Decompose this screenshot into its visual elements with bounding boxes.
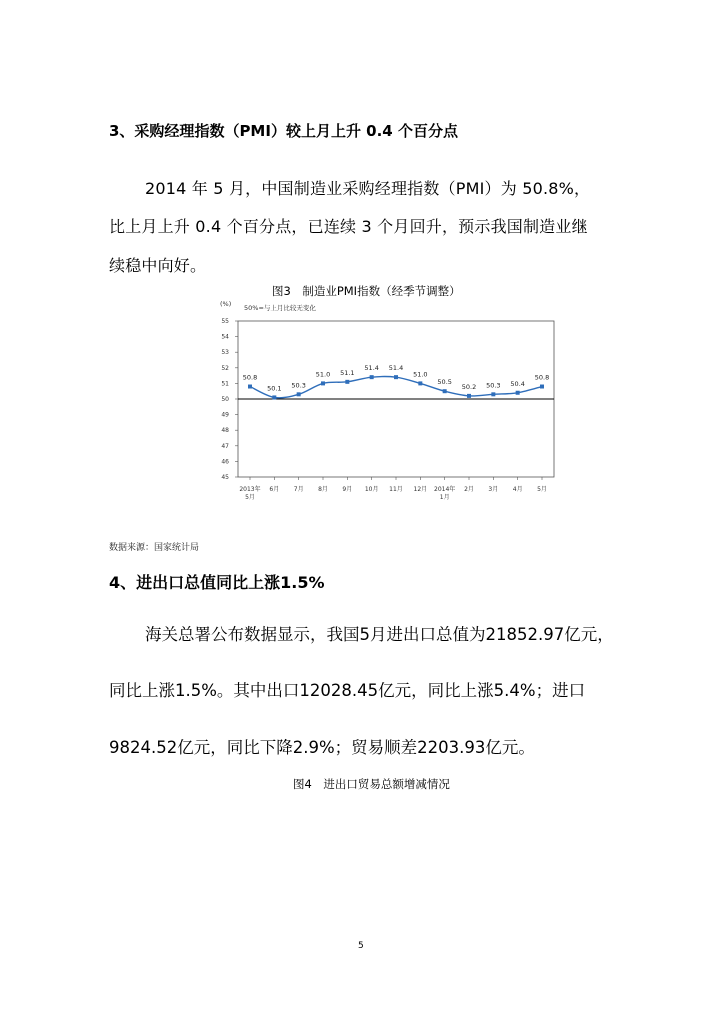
y-tick-label: 48 bbox=[221, 427, 229, 435]
data-point bbox=[491, 392, 495, 396]
y-tick-label: 47 bbox=[221, 442, 229, 450]
data-point bbox=[467, 394, 471, 398]
section-heading-trade: 4、进出口总值同比上涨1.5% bbox=[109, 573, 325, 592]
data-label: 50.3 bbox=[291, 381, 306, 390]
x-tick-label: 4月 bbox=[512, 486, 523, 493]
chart-annotation: 50%=与上月比较无变化 bbox=[244, 304, 316, 312]
x-tick-label: 7月 bbox=[293, 486, 304, 493]
x-tick-label: 9月 bbox=[342, 486, 353, 493]
x-tick-label: 8月 bbox=[318, 486, 328, 493]
x-tick-label: 5月 bbox=[537, 486, 547, 493]
data-point bbox=[516, 391, 520, 395]
data-point bbox=[345, 380, 349, 384]
page-number: 5 bbox=[358, 941, 364, 951]
y-tick-label: 55 bbox=[221, 318, 229, 325]
y-tick-label: 45 bbox=[221, 474, 229, 481]
x-tick-label: 2013年 5月 bbox=[239, 486, 261, 501]
figure3-caption: 图3 制造业PMI指数（经季节调整） bbox=[272, 284, 461, 298]
y-tick-label: 49 bbox=[221, 411, 229, 419]
x-tick-label: 12月 bbox=[413, 486, 428, 493]
x-tick-label: 2月 bbox=[464, 486, 474, 493]
data-label: 50.4 bbox=[510, 379, 525, 388]
data-point bbox=[394, 375, 398, 379]
data-point bbox=[321, 381, 325, 385]
paragraph-trade-line2: 同比上涨1.5%。其中出口12028.45亿元，同比上涨5.4%；进口 bbox=[109, 681, 586, 700]
y-tick-label: 46 bbox=[221, 458, 229, 466]
data-label: 51.4 bbox=[388, 364, 404, 373]
y-tick-label: 50 bbox=[221, 396, 229, 403]
data-label: 50.5 bbox=[437, 378, 452, 387]
section-heading-pmi: 3、采购经理指数（PMI）较上月上升 0.4 个百分点 bbox=[109, 122, 458, 140]
data-label: 51.4 bbox=[364, 364, 379, 373]
data-label: 50.8 bbox=[534, 373, 550, 382]
figure4-caption: 图4 进出口贸易总额增减情况 bbox=[293, 777, 450, 791]
data-label: 50.3 bbox=[486, 381, 501, 390]
x-tick-label: 2014年 1月 bbox=[434, 486, 456, 501]
data-point bbox=[443, 389, 447, 393]
paragraph-trade-line3: 9824.52亿元，同比下降2.9%；贸易顺差2203.93亿元。 bbox=[109, 738, 535, 757]
paragraph-trade-line1: 海关总署公布数据显示，我国5月进出口总值为21852.97亿元， bbox=[145, 625, 614, 644]
data-label: 50.1 bbox=[267, 384, 282, 393]
y-tick-label: 51 bbox=[221, 380, 229, 388]
data-point bbox=[248, 385, 252, 389]
x-tick-label: 10月 bbox=[364, 486, 379, 493]
y-tick-label: 54 bbox=[221, 333, 229, 341]
data-label: 50.8 bbox=[242, 373, 258, 382]
data-point bbox=[540, 385, 544, 389]
data-label: 51.0 bbox=[413, 370, 428, 379]
data-label: 50.2 bbox=[461, 382, 477, 391]
y-axis-label: (%) bbox=[220, 300, 232, 308]
y-tick-label: 53 bbox=[221, 349, 229, 357]
paragraph-pmi-line3: 续稳中向好。 bbox=[109, 256, 207, 275]
x-tick-label: 6月 bbox=[269, 486, 280, 493]
x-tick-label: 11月 bbox=[389, 486, 403, 493]
data-point bbox=[272, 395, 276, 399]
y-tick-label: 52 bbox=[221, 364, 229, 372]
x-tick-label: 3月 bbox=[488, 486, 499, 493]
data-point bbox=[297, 392, 301, 396]
data-label: 51.1 bbox=[340, 368, 355, 377]
data-point bbox=[370, 375, 374, 379]
paragraph-pmi-line1: 2014 年 5 月，中国制造业采购经理指数（PMI）为 50.8%， bbox=[145, 179, 591, 198]
data-source-note: 数据来源：国家统计局 bbox=[109, 543, 200, 553]
data-label: 51.0 bbox=[315, 370, 331, 379]
paragraph-pmi-line2: 比上月上升 0.4 个百分点，已连续 3 个月回升，预示我国制造业继 bbox=[109, 217, 588, 236]
pmi-line-chart bbox=[212, 296, 562, 508]
data-point bbox=[418, 381, 422, 385]
